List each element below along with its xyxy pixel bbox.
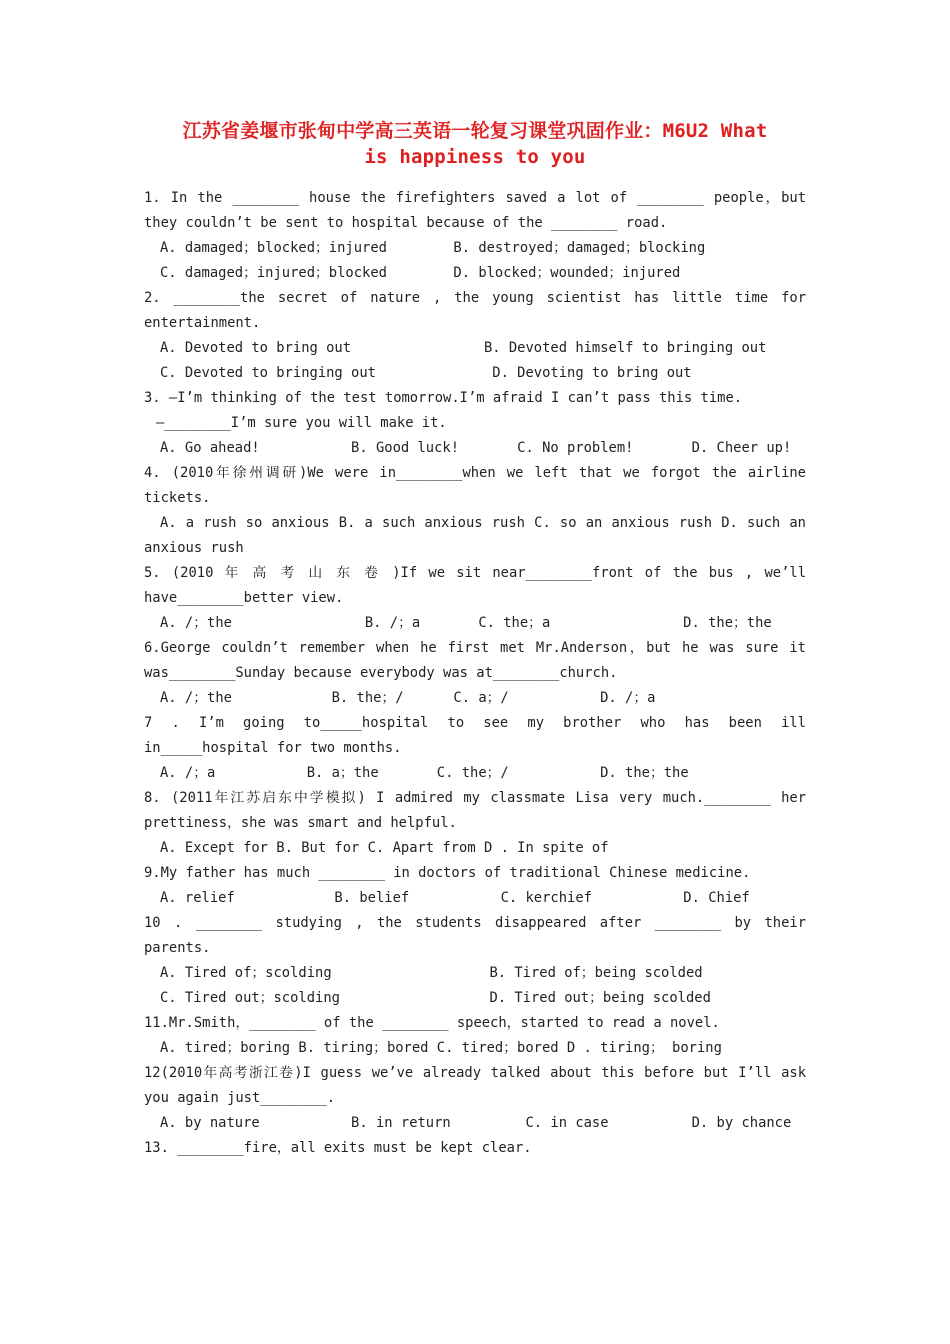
question-stem: 13. ________fire，all exits must be kept clear. [144, 1140, 532, 1156]
question-13 [144, 1136, 806, 1161]
question-9 [144, 861, 806, 911]
page-title [144, 118, 806, 170]
options-row: A. Tired of；scolding B. Tired of；being scolded [160, 965, 703, 981]
title-line-2: is happiness to you [364, 146, 586, 168]
options-row: A. relief B. belief C. kerchief D. Chief [160, 890, 750, 906]
question-12 [144, 1061, 806, 1136]
question-10 [144, 911, 806, 1011]
question-stem: 8. (2011年江苏启东中学模拟) I admired my classmate Lisa very much.________ her prettiness，she was smart and helpful. [144, 790, 806, 831]
question-5 [144, 561, 806, 636]
question-stem: 12(2010年高考浙江卷)I guess we’ve already talked about this before but I’ll ask you again just________. [144, 1065, 806, 1106]
options-row: C. damaged；injured；blocked D. blocked；wounded；injured [160, 265, 681, 281]
options-row: A. damaged；blocked；injured B. destroyed；damaged；blocking [160, 240, 706, 256]
options-row: A. Devoted to bring out B. Devoted himself to bringing out [160, 340, 767, 356]
question-stem: 7 . I’m going to_____hospital to see my brother who has been ill in_____hospital for two months. [144, 715, 806, 756]
question-stem: 4. (2010年徐州调研)We were in________when we left that we forgot the airline tickets. [144, 465, 806, 506]
question-7 [144, 711, 806, 786]
options-row: A. tired；boring B. tiring；bored C. tired；bored D . tiring； boring [160, 1040, 722, 1056]
question-stem: 5. (2010 年 高 考 山 东 卷 )If we sit near________front of the bus , we’ll have________better view. [144, 565, 806, 606]
question-stem: 2. ________the secret of nature , the young scientist has little time for entertainment. [144, 290, 806, 331]
options-row: A. /；the B. the；/ C. a；/ D. /；a [160, 690, 656, 706]
options-row: A. /；a B. a；the C. the；/ D. the；the [160, 765, 689, 781]
question-stem: 11.Mr.Smith，________ of the ________ speech，started to read a novel. [144, 1015, 720, 1031]
question-4 [144, 461, 806, 561]
question-stem: 3. —I’m thinking of the test tomorrow.I’m afraid I can’t pass this time. [144, 390, 743, 406]
question-3 [144, 386, 806, 461]
question-2 [144, 286, 806, 386]
question-stem: 1. In the ________ house the firefighters saved a lot of ________ people，but they couldn’t be sent to hospital because of the ________ road. [144, 190, 806, 231]
options-row: A. by nature B. in return C. in case D. by chance [160, 1115, 792, 1131]
question-11 [144, 1011, 806, 1061]
title-line-1: 江苏省姜堰市张甸中学高三英语一轮复习课堂巩固作业：M6U2 What [182, 120, 768, 142]
dialogue-reply: —________I’m sure you will make it. [156, 415, 447, 431]
question-stem: 10 . ________ studying , the students disappeared after ________ by their parents. [144, 915, 806, 956]
options-row: A. a rush so anxious B. a such anxious rush C. so an anxious rush D. such an anxious rush [144, 515, 806, 556]
question-1 [144, 186, 806, 286]
question-8 [144, 786, 806, 861]
question-6 [144, 636, 806, 711]
document-page [144, 118, 806, 1161]
question-stem: 6.George couldn’t remember when he first met Mr.Anderson，but he was sure it was________Sunday because everybody was at________church. [144, 640, 806, 681]
options-row: A. Except for B. But for C. Apart from D . In spite of [160, 840, 609, 856]
options-row: A. /；the B. /；a C. the；a D. the；the [160, 615, 772, 631]
question-stem: 9.My father has much ________ in doctors of traditional Chinese medicine. [144, 865, 751, 881]
options-row: C. Tired out；scolding D. Tired out；being scolded [160, 990, 711, 1006]
options-row: A. Go ahead! B. Good luck! C. No problem! D. Cheer up! [160, 440, 792, 456]
options-row: C. Devoted to bringing out D. Devoting to bring out [160, 365, 692, 381]
